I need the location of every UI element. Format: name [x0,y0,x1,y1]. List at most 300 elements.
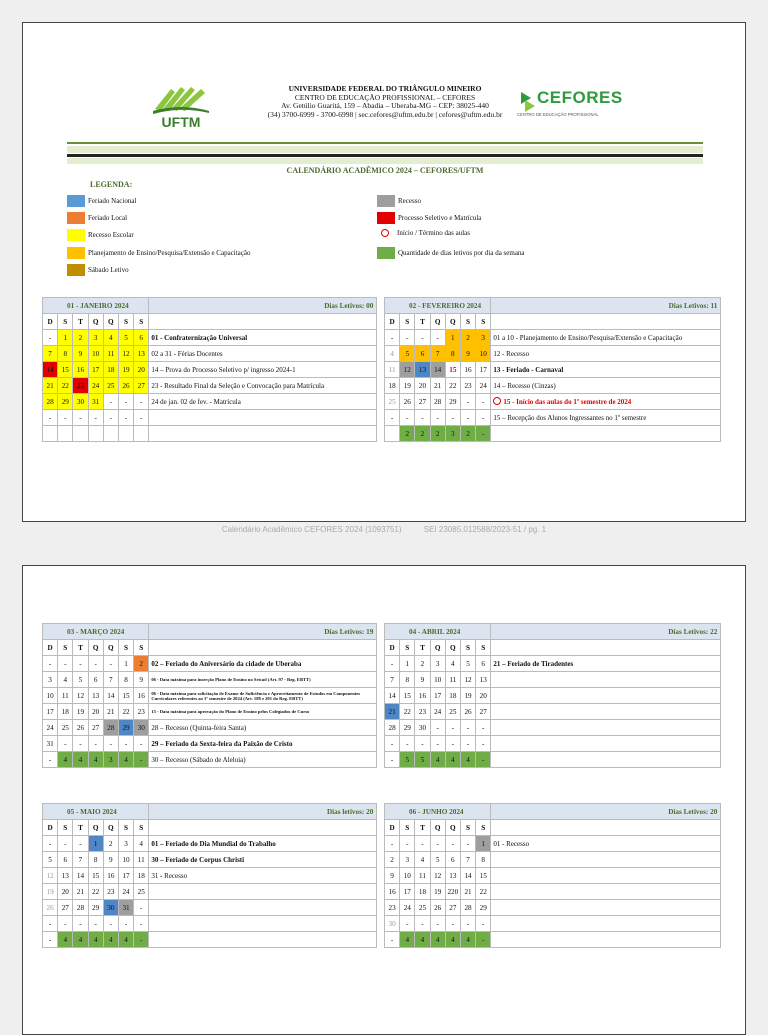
day-cell: 1 [445,330,460,346]
days-letivos: Dias letivos: 20 [149,804,377,820]
weekday-label: T [415,640,430,656]
month-header-row [43,624,377,640]
week-row [385,410,721,426]
week-row [43,346,377,362]
day-cell: - [385,410,400,426]
day-cell: - [58,656,73,672]
weekday-label: D [385,314,400,330]
weekday-label: T [73,640,88,656]
weekday-count-cell: 2 [400,426,415,442]
day-cell: 22 [88,884,103,900]
day-cell: 26 [430,900,445,916]
day-cell: 24 [430,704,445,720]
day-cell: 28 [460,900,475,916]
month-header-row [43,298,377,314]
event-note: 01 a 10 - Planejamento de Ensino/Pesquisa/Extensão e Capacitação [491,330,721,346]
day-cell: 15 [118,688,133,704]
day-cell: 4 [58,672,73,688]
day-cell: 30 [385,916,400,932]
day-cell: - [476,394,491,410]
week-row [43,868,377,884]
week-row [43,410,377,426]
day-cell: - [445,720,460,736]
day-cell: - [385,330,400,346]
day-cell: 26 [118,378,133,394]
day-cell: 30 [103,900,118,916]
weekday-label: Q [430,820,445,836]
weekday-count-cell: - [476,932,491,948]
week-row [43,362,377,378]
day-cell: 2 [73,330,88,346]
day-cell: - [400,736,415,752]
day-cell: 28 [73,900,88,916]
day-cell: 8 [476,852,491,868]
week-row [385,426,721,442]
day-cell: 14 [460,868,475,884]
day-cell: 1 [400,656,415,672]
month-table-maio [42,803,377,948]
weekday-label: S [134,820,149,836]
week-row [43,688,377,704]
legend-swatch [377,212,395,224]
day-cell: - [43,656,58,672]
day-cell: - [415,916,430,932]
day-cell: 28 [430,394,445,410]
day-cell: - [460,394,475,410]
day-cell: 26 [400,394,415,410]
weekday-label: Q [445,640,460,656]
weekday-label: S [400,820,415,836]
weekday-count-cell: 4 [58,752,73,768]
day-cell: - [73,656,88,672]
day-cell: 11 [385,362,400,378]
event-note [491,916,721,932]
week-row [43,656,377,672]
day-cell: - [43,916,58,932]
days-letivos: Dias Letivos: 22 [491,624,721,640]
day-cell: 14 [103,688,118,704]
day-cell: 11 [134,852,149,868]
institution-header [23,85,747,119]
weekday-count-cell: - [43,932,58,948]
day-cell: 23 [73,378,88,394]
weekday-count-cell: 4 [460,752,475,768]
day-cell: 12 [73,688,88,704]
day-cell: - [430,330,445,346]
day-cell: 29 [118,720,133,736]
weekday-count-cell: - [134,932,149,948]
week-row [43,394,377,410]
day-cell: 10 [88,346,103,362]
weekday-count-cell: 2 [415,426,430,442]
week-row [43,720,377,736]
day-cell: 31 [43,736,58,752]
day-cell: 15 [445,362,460,378]
event-note: 15 - Data máxima para aprovação do Plano de Ensino pelos Colegiados de Curso [149,704,377,720]
day-cell: 22 [400,704,415,720]
day-cell: - [476,736,491,752]
week-row [385,932,721,948]
page-footer [0,525,768,534]
event-note: 06 - Data máxima para solicitação de Exame de Suficiência e Aproveitamento de Estudos em Componentes Curriculares referentes ao 1º semestre de 2024 (Art. 188 e 201 do Reg. EBTT) [149,688,377,704]
weekday-count-cell: 4 [118,752,133,768]
day-cell: 9 [460,346,475,362]
weekday-count-cell: 2 [460,426,475,442]
day-cell: 16 [415,688,430,704]
day-cell: 14 [430,362,445,378]
event-note [491,688,721,704]
weekday-label: S [476,820,491,836]
day-cell: 4 [445,656,460,672]
day-cell: 10 [400,868,415,884]
weekday-label: S [460,820,475,836]
day-cell: 7 [43,346,58,362]
weekday-label: Q [103,820,118,836]
day-cell: 17 [88,362,103,378]
day-cell: 20 [88,704,103,720]
weekday-count-cell: - [476,752,491,768]
week-row [43,704,377,720]
day-cell: 8 [445,346,460,362]
legend-item: Processo Seletivo e Matrícula [377,212,481,224]
day-cell: 28 [385,720,400,736]
event-note [149,410,377,426]
day-cell: 19 [73,704,88,720]
center-name: CENTRO DE EDUCAÇÃO PROFISSIONAL – CEFORES [294,92,476,102]
day-cell: - [400,410,415,426]
week-row [385,346,721,362]
event-note [491,736,721,752]
day-cell: 19 [400,378,415,394]
day-cell: 24 [400,900,415,916]
day-cell: - [400,916,415,932]
weekday-label: S [58,640,73,656]
days-letivos: Dias Letivos: 19 [149,624,377,640]
month-table-janeiro [42,297,377,442]
day-cell: 18 [385,378,400,394]
day-cell: - [385,736,400,752]
weekday-row [43,820,377,836]
header-rule [67,142,703,144]
day-cell: - [415,736,430,752]
week-row [43,736,377,752]
weekday-count-cell: - [476,426,491,442]
month-table-fevereiro [384,297,721,442]
day-cell: 20 [415,378,430,394]
day-cell: 27 [58,900,73,916]
event-note: 13 - Feriado - Carnaval [491,362,721,378]
day-cell: - [88,736,103,752]
day-cell: 13 [476,672,491,688]
week-row [43,900,377,916]
weekday-count-cell [88,426,103,442]
week-row [385,836,721,852]
day-cell: 10 [118,852,133,868]
day-cell: 25 [415,900,430,916]
day-cell: 5 [460,656,475,672]
day-cell: - [476,720,491,736]
day-cell: - [134,410,149,426]
weekday-label: Q [88,314,103,330]
day-cell: 13 [445,868,460,884]
day-cell: 2 [460,330,475,346]
weekday-count-cell: - [385,752,400,768]
day-cell: 27 [134,378,149,394]
day-cell: 19 [118,362,133,378]
week-row [43,932,377,948]
month-header-row [385,804,721,820]
day-cell: 18 [415,884,430,900]
day-cell: 6 [415,346,430,362]
event-note [491,868,721,884]
contact: (34) 3700-6999 - 3700-6998 | sec.cefores@uftm.edu.br | cefores@uftm.edu.br [267,109,503,119]
day-cell: - [134,900,149,916]
day-cell: 25 [385,394,400,410]
event-note: 24 de jan. 02 de fev. - Matrícula [149,394,377,410]
day-cell: 6 [476,656,491,672]
event-note [491,900,721,916]
day-cell: 16 [385,884,400,900]
week-row [385,852,721,868]
day-cell: - [73,916,88,932]
day-cell: 4 [385,346,400,362]
day-cell: 16 [460,362,475,378]
day-cell: 21 [43,378,58,394]
day-cell: 1 [88,836,103,852]
week-row [385,394,721,410]
day-cell: 11 [445,672,460,688]
day-cell: - [445,916,460,932]
month-name: 03 - MARÇO 2024 [43,624,149,640]
weekday-label: Q [88,820,103,836]
day-cell: 5 [43,852,58,868]
week-row [43,836,377,852]
day-cell: 4 [134,836,149,852]
day-cell: 26 [460,704,475,720]
day-cell: 3 [118,836,133,852]
month-name: 02 - FEVEREIRO 2024 [385,298,491,314]
day-cell: 18 [134,868,149,884]
legend-swatch [377,247,395,259]
day-cell: 7 [103,672,118,688]
day-cell: 17 [430,688,445,704]
day-cell: 1 [58,330,73,346]
day-cell: 13 [88,688,103,704]
day-cell: 27 [88,720,103,736]
event-note: 01 - Confraternização Universal [149,330,377,346]
weekday-count-cell: 3 [103,752,118,768]
day-cell: 12 [430,868,445,884]
day-cell: - [43,330,58,346]
weekday-label: S [134,314,149,330]
day-cell: - [430,836,445,852]
weekday-count-cell [118,426,133,442]
day-cell: 6 [88,672,103,688]
legend-swatch [67,229,85,241]
event-note: 02 – Feriado do Aniversário da cidade de Uberaba [149,656,377,672]
weekday-count-cell [73,426,88,442]
weekday-count-cell [43,426,58,442]
day-cell: - [430,410,445,426]
day-cell: - [118,916,133,932]
day-cell: 9 [385,868,400,884]
weekday-label: Q [430,640,445,656]
day-cell: 25 [103,378,118,394]
weekday-count-cell: 4 [73,752,88,768]
day-cell: 5 [430,852,445,868]
weekday-count-cell: 4 [73,932,88,948]
week-row [43,916,377,932]
day-cell: - [43,410,58,426]
day-cell: 17 [118,868,133,884]
day-cell: 20 [134,362,149,378]
notes-header [149,314,377,330]
event-note [491,932,721,948]
day-cell: - [58,916,73,932]
day-cell: 2 [134,656,149,672]
weekday-label: S [58,314,73,330]
day-cell: 21 [103,704,118,720]
weekday-label: S [58,820,73,836]
day-cell: 25 [58,720,73,736]
day-cell: - [103,916,118,932]
day-cell: 9 [73,346,88,362]
month-header-row [385,298,721,314]
day-cell: - [460,410,475,426]
legend-item: Início / Término das aulas [377,229,470,237]
day-cell: 18 [103,362,118,378]
week-row [43,378,377,394]
legend-item: Planejamento de Ensino/Pesquisa/Extensão e Capacitação [67,247,251,259]
day-cell: - [103,656,118,672]
weekday-label: Q [103,314,118,330]
event-note: 28 – Recesso (Quinta-feira Santa) [149,720,377,736]
weekday-row [43,640,377,656]
week-row [385,916,721,932]
day-cell: 29 [58,394,73,410]
day-cell: 28 [43,394,58,410]
day-cell: 14 [73,868,88,884]
weekday-row [43,314,377,330]
day-cell: - [445,836,460,852]
event-note: 15 – Recepção dos Alunos Ingressantes no 1º semestre [491,410,721,426]
event-note [491,672,721,688]
legend-item: Recesso [377,195,421,207]
week-row [385,656,721,672]
weekday-row [385,820,721,836]
day-cell: 30 [134,720,149,736]
notes-header [491,640,721,656]
notes-header [491,820,721,836]
day-cell: - [103,736,118,752]
weekday-count-cell: 4 [415,932,430,948]
day-cell: - [134,916,149,932]
week-row [385,752,721,768]
day-cell: 20 [58,884,73,900]
legend-swatch [67,247,85,259]
month-name: 04 - ABRIL 2024 [385,624,491,640]
weekday-label: S [460,640,475,656]
day-cell: - [415,330,430,346]
svg-text:UFTM: UFTM [161,114,201,130]
header-band-2 [67,154,703,157]
legend-item: Quantidade de dias letivos por dia da semana [377,247,525,259]
day-cell: 30 [415,720,430,736]
week-row [43,672,377,688]
day-cell: - [400,330,415,346]
day-cell: 12 [400,362,415,378]
day-cell: 13 [58,868,73,884]
weekday-label: S [118,640,133,656]
event-note [491,852,721,868]
legend-swatch [377,195,395,207]
day-cell: 18 [58,704,73,720]
month-header-row [385,624,721,640]
legend-item: Feriado Local [67,212,127,224]
day-cell: 21 [73,884,88,900]
day-cell: 10 [43,688,58,704]
weekday-count-cell: 4 [430,752,445,768]
day-cell: 29 [88,900,103,916]
week-row [385,362,721,378]
week-row [385,884,721,900]
day-cell: 27 [415,394,430,410]
footer-document: Calendário Acadêmico CEFORES 2024 (1093751) [221,525,402,534]
weekday-label: Q [88,640,103,656]
day-cell: - [103,410,118,426]
day-cell: 25 [134,884,149,900]
day-cell: - [430,736,445,752]
day-cell: - [73,836,88,852]
day-cell: 5 [400,346,415,362]
day-cell: 8 [400,672,415,688]
day-cell: 14 [43,362,58,378]
weekday-count-cell [58,426,73,442]
day-cell: 16 [73,362,88,378]
week-row [385,330,721,346]
event-note [149,916,377,932]
day-cell: 11 [58,688,73,704]
weekday-label: D [385,640,400,656]
day-cell: 19 [460,688,475,704]
day-cell: 3 [476,330,491,346]
day-cell: - [460,720,475,736]
event-note [491,752,721,768]
day-cell: 31 [118,900,133,916]
days-letivos: Dias Letivos: 11 [491,298,721,314]
day-cell: - [58,410,73,426]
weekday-label: T [73,820,88,836]
weekday-count-cell: - [385,932,400,948]
weekday-count-cell [385,426,400,442]
week-row [43,852,377,868]
day-cell: - [58,836,73,852]
day-cell: 3 [43,672,58,688]
day-cell: - [385,836,400,852]
weekday-label: D [43,820,58,836]
weekday-count-cell: 2 [430,426,445,442]
day-cell: 7 [460,852,475,868]
day-cell: 12 [460,672,475,688]
day-cell: 13 [134,346,149,362]
day-cell: 26 [43,900,58,916]
day-cell: - [103,394,118,410]
day-cell: - [134,736,149,752]
weekday-label: Q [430,314,445,330]
day-cell: 27 [476,704,491,720]
event-note [491,720,721,736]
event-note: 12 - Recesso [491,346,721,362]
